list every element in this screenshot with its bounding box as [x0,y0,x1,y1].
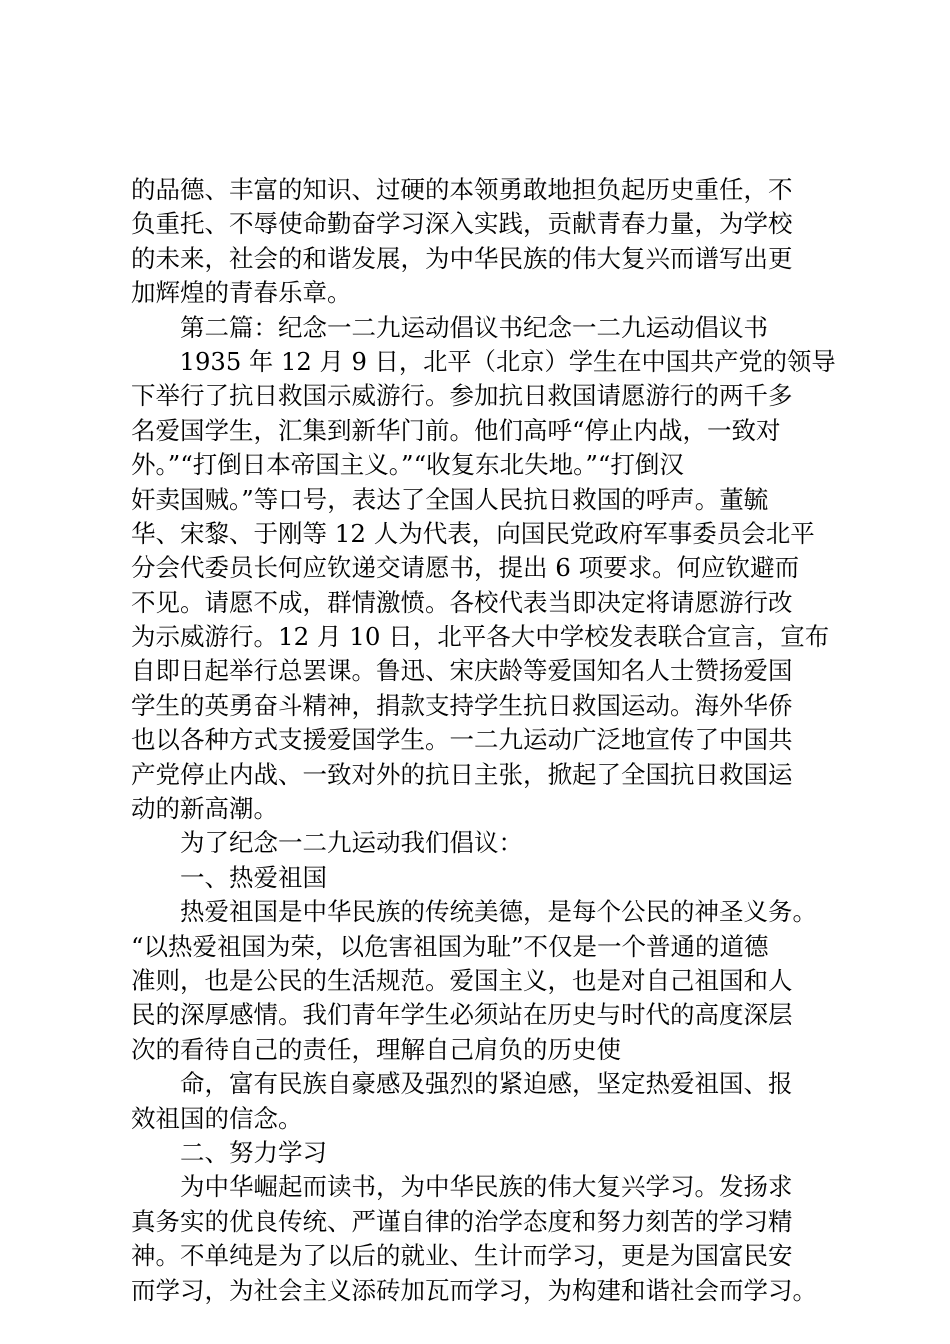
text-line: 自即日起举行总罢课。鲁迅、宋庆龄等爱国知名人士赞扬爱国 [131,656,793,686]
text-line: 的品德、丰富的知识、过硬的本领勇敢地担负起历史重任，不 [131,175,793,204]
text-line: 奸卖国贼。”等口号，表达了全国人民抗日救国的呼声。董毓 [131,484,769,514]
text-line: 学生的英勇奋斗精神，捐款支持学生抗日救国运动。海外华侨 [131,690,793,720]
document-body [131,173,836,1308]
text-line: 而学习，为社会主义添砖加瓦而学习，为构建和谐社会而学习。 [131,1275,817,1305]
text-line: 民的深厚感情。我们青年学生必须站在历史与时代的高度深层 [131,1000,793,1030]
text-line: 也以各种方式支援爱国学生。一二九运动广泛地宣传了中国共 [131,725,793,755]
text-line: 神。不单纯是为了以后的就业、生计而学习，更是为国富民安 [131,1241,793,1271]
text-line: 负重托、不辱使命勤奋学习深入实践，贡献青春力量，为学校 [131,209,793,239]
text-line: 的未来，社会的和谐发展，为中华民族的伟大复兴而谱写出更 [131,243,793,273]
text-line: 下举行了抗日救国示威游行。参加抗日救国请愿游行的两千多 [131,381,793,411]
text-line: “以热爱祖国为荣，以危害祖国为耻”不仅是一个普通的道德 [131,931,769,961]
text-line: 热爱祖国是中华民族的传统美德，是每个公民的神圣义务。 [131,897,817,927]
text-line: 名爱国学生，汇集到新华门前。他们高呼“停止内战，一致对 [131,415,781,445]
text-line: 一、热爱祖国 [131,862,327,892]
text-line: 华、宋黎、于刚等 12 人为代表，向国民党政府军事委员会北平 [131,518,815,548]
text-line: 命，富有民族自豪感及强烈的紧迫感，坚定热爱祖国、报 [131,1069,793,1099]
text-line: 为了纪念一二九运动我们倡议： [131,828,523,858]
text-line: 第二篇：纪念一二九运动倡议书纪念一二九运动倡议书 [131,312,768,342]
text-line: 产党停止内战、一致对外的抗日主张，掀起了全国抗日救国运 [131,759,793,789]
text-line: 为中华崛起而读书，为中华民族的伟大复兴学习。发扬求 [131,1172,793,1202]
text-line: 准则，也是公民的生活规范。爱国主义，也是对自己祖国和人 [131,965,793,995]
text-line: 分会代委员长何应钦递交请愿书，提出 6 项要求。何应钦避而 [131,553,800,583]
text-line: 动的新高潮。 [131,794,278,824]
text-line: 为示威游行。12 月 10 日，北平各大中学校发表联合宣言，宣布 [131,622,830,652]
text-line: 二、努力学习 [131,1137,327,1167]
text-line: 次的看待自己的责任，理解自己肩负的历史使 [131,1034,621,1064]
text-line: 不见。请愿不成，群情激愤。各校代表当即决定将请愿游行改 [131,587,793,617]
text-line: 效祖国的信念。 [131,1103,303,1133]
text-line: 外。”“打倒日本帝国主义。”“收复东北失地。”“打倒汉 [131,450,684,480]
text-line: 1935 年 12 月 9 日，北平（北京）学生在中国共产党的领导 [131,346,836,376]
text-line: 真务实的优良传统、严谨自律的治学态度和努力刻苦的学习精 [131,1206,793,1236]
text-line: 加辉煌的青春乐章。 [131,278,352,308]
